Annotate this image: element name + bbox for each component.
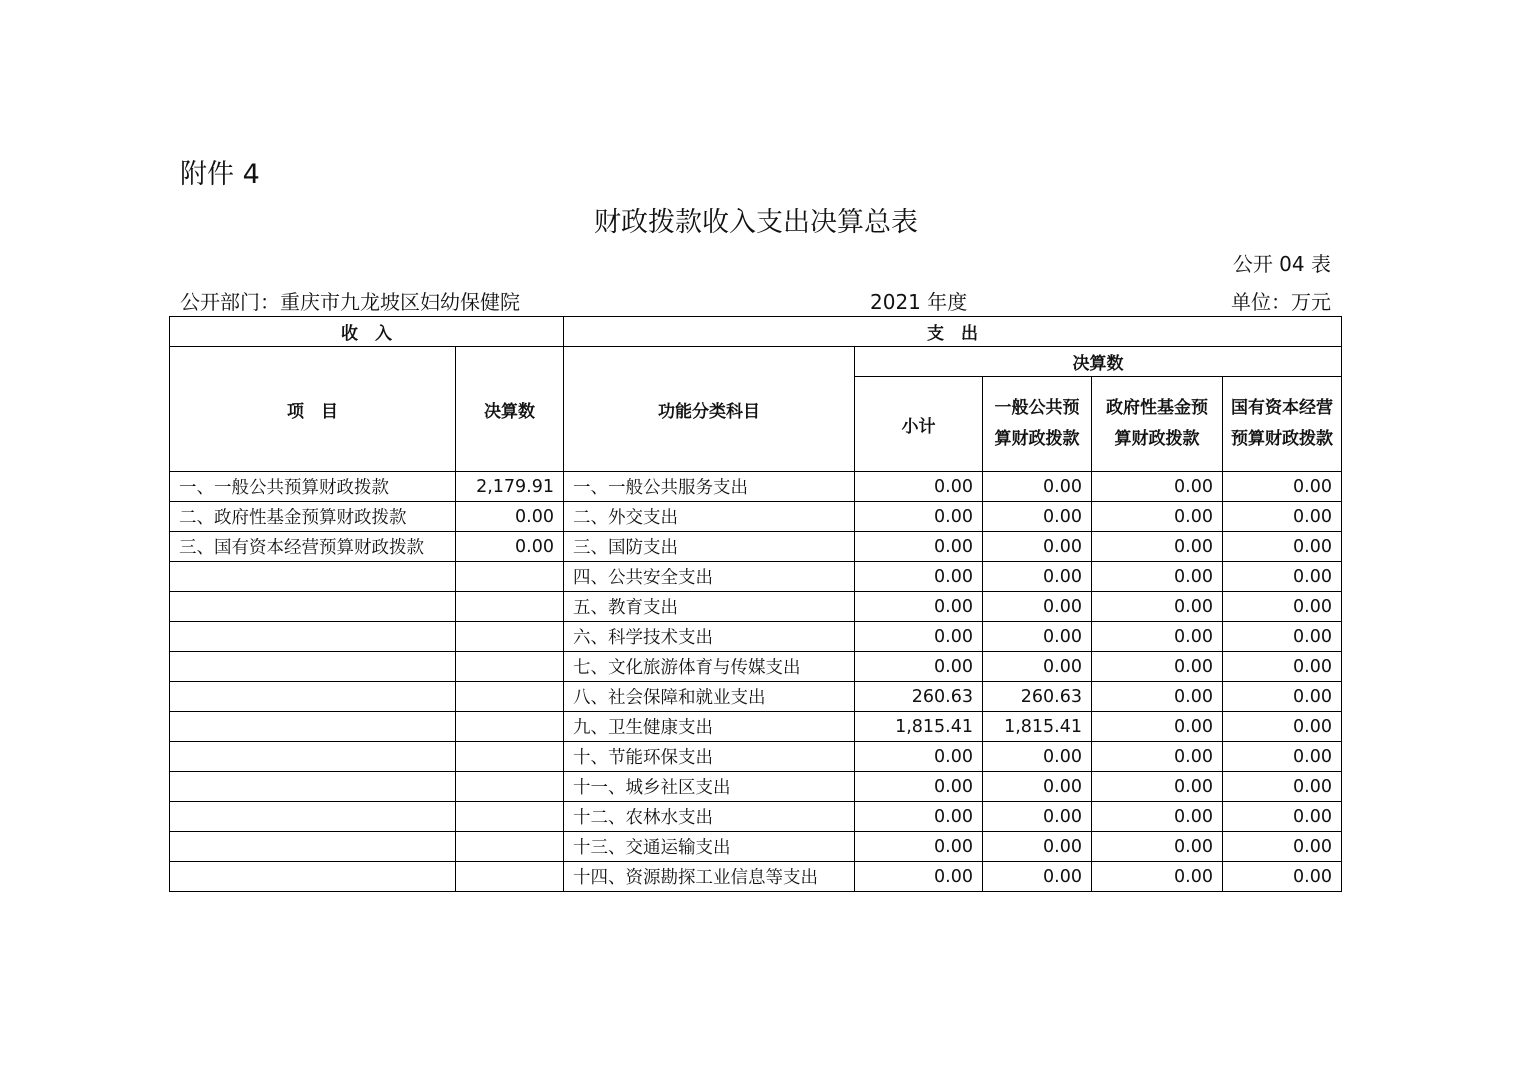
income-item: [170, 682, 456, 712]
income-amount: [456, 862, 564, 892]
table-row: [170, 592, 1342, 622]
function-category: 十二、农林水支出: [564, 802, 855, 832]
income-item: 一、一般公共预算财政拨款: [170, 472, 456, 502]
income-amount: 0.00: [456, 502, 564, 532]
income-amount: [456, 712, 564, 742]
department-label: 公开部门：重庆市九龙坡区妇幼保健院: [180, 290, 520, 314]
state-capital-value: 0.00: [1223, 712, 1342, 742]
income-amount: [456, 592, 564, 622]
subtotal-value: 0.00: [855, 652, 983, 682]
income-item: [170, 742, 456, 772]
state-capital-value: 0.00: [1223, 532, 1342, 562]
gov-fund-value: 0.00: [1092, 562, 1223, 592]
income-amount: [456, 652, 564, 682]
state-capital-value: 0.00: [1223, 802, 1342, 832]
general-budget-value: 0.00: [983, 622, 1092, 652]
income-amount-header: 决算数: [456, 347, 564, 472]
function-category-header: 功能分类科目: [564, 347, 855, 472]
income-item: 三、国有资本经营预算财政拨款: [170, 532, 456, 562]
gov-fund-value: 0.00: [1092, 472, 1223, 502]
income-item: [170, 862, 456, 892]
general-budget-value: 0.00: [983, 802, 1092, 832]
income-amount: [456, 682, 564, 712]
table-row: [170, 682, 1342, 712]
general-budget-value: 0.00: [983, 652, 1092, 682]
subtotal-value: 0.00: [855, 862, 983, 892]
general-budget-value: 0.00: [983, 592, 1092, 622]
table-row: [170, 532, 1342, 562]
gov-fund-value: 0.00: [1092, 652, 1223, 682]
unit-label: 单位：万元: [1231, 290, 1331, 314]
function-category: 三、国防支出: [564, 532, 855, 562]
general-budget-header: 一般公共预算财政拨款: [983, 377, 1092, 472]
income-amount: [456, 562, 564, 592]
income-amount: [456, 742, 564, 772]
general-budget-value: 0.00: [983, 772, 1092, 802]
function-category: 十三、交通运输支出: [564, 832, 855, 862]
subtotal-value: 0.00: [855, 802, 983, 832]
income-item: [170, 772, 456, 802]
state-capital-value: 0.00: [1223, 622, 1342, 652]
function-category: 九、卫生健康支出: [564, 712, 855, 742]
table-row: [170, 622, 1342, 652]
subtotal-value: 0.00: [855, 532, 983, 562]
subtotal-value: 0.00: [855, 472, 983, 502]
general-budget-value: 0.00: [983, 502, 1092, 532]
function-category: 十、节能环保支出: [564, 742, 855, 772]
table-row: [170, 562, 1342, 592]
fiscal-summary-table: [169, 316, 1342, 892]
function-category: 八、社会保障和就业支出: [564, 682, 855, 712]
gov-fund-header: 政府性基金预算财政拨款: [1092, 377, 1223, 472]
function-category: 七、文化旅游体育与传媒支出: [564, 652, 855, 682]
state-capital-value: 0.00: [1223, 592, 1342, 622]
income-item: [170, 652, 456, 682]
subtotal-value: 0.00: [855, 742, 983, 772]
general-budget-value: 0.00: [983, 532, 1092, 562]
table-row: [170, 712, 1342, 742]
table-row: [170, 742, 1342, 772]
gov-fund-value: 0.00: [1092, 502, 1223, 532]
table-row: [170, 802, 1342, 832]
expenditure-header: 支 出: [564, 317, 1342, 347]
general-budget-value: 0.00: [983, 562, 1092, 592]
subtotal-value: 0.00: [855, 832, 983, 862]
income-header: 收 入: [170, 317, 564, 347]
general-budget-value: 0.00: [983, 472, 1092, 502]
gov-fund-value: 0.00: [1092, 532, 1223, 562]
function-category: 四、公共安全支出: [564, 562, 855, 592]
form-number: 公开 04 表: [1232, 252, 1331, 276]
income-item: [170, 562, 456, 592]
table-row: [170, 832, 1342, 862]
income-amount: [456, 832, 564, 862]
general-budget-value: 0.00: [983, 862, 1092, 892]
gov-fund-value: 0.00: [1092, 832, 1223, 862]
general-budget-value: 260.63: [983, 682, 1092, 712]
income-item: [170, 802, 456, 832]
gov-fund-value: 0.00: [1092, 742, 1223, 772]
gov-fund-value: 0.00: [1092, 592, 1223, 622]
function-category: 十一、城乡社区支出: [564, 772, 855, 802]
function-category: 一、一般公共服务支出: [564, 472, 855, 502]
attachment-label: 附件 4: [180, 159, 260, 190]
general-budget-value: 1,815.41: [983, 712, 1092, 742]
income-amount: [456, 622, 564, 652]
general-budget-value: 0.00: [983, 832, 1092, 862]
state-capital-value: 0.00: [1223, 772, 1342, 802]
subtotal-value: 0.00: [855, 592, 983, 622]
gov-fund-value: 0.00: [1092, 862, 1223, 892]
table-row: [170, 772, 1342, 802]
subtotal-value: 0.00: [855, 622, 983, 652]
income-item: 二、政府性基金预算财政拨款: [170, 502, 456, 532]
income-amount: 0.00: [456, 532, 564, 562]
income-amount: [456, 802, 564, 832]
fiscal-year: 2021 年度: [870, 290, 968, 314]
gov-fund-value: 0.00: [1092, 622, 1223, 652]
subtotal-value: 0.00: [855, 562, 983, 592]
state-capital-value: 0.00: [1223, 502, 1342, 532]
gov-fund-value: 0.00: [1092, 712, 1223, 742]
page-title: 财政拨款收入支出决算总表: [594, 207, 918, 238]
table-row: [170, 472, 1342, 502]
table-row: [170, 862, 1342, 892]
subtotal-value: 0.00: [855, 772, 983, 802]
state-capital-header: 国有资本经营预算财政拨款: [1223, 377, 1342, 472]
state-capital-value: 0.00: [1223, 562, 1342, 592]
state-capital-value: 0.00: [1223, 862, 1342, 892]
income-item: [170, 622, 456, 652]
function-category: 十四、资源勘探工业信息等支出: [564, 862, 855, 892]
subtotal-value: 0.00: [855, 502, 983, 532]
table-row: [170, 502, 1342, 532]
final-amount-header: 决算数: [855, 347, 1342, 377]
subtotal-header: 小计: [855, 377, 983, 472]
gov-fund-value: 0.00: [1092, 772, 1223, 802]
table-row: [170, 652, 1342, 682]
state-capital-value: 0.00: [1223, 472, 1342, 502]
state-capital-value: 0.00: [1223, 652, 1342, 682]
function-category: 二、外交支出: [564, 502, 855, 532]
function-category: 六、科学技术支出: [564, 622, 855, 652]
income-item: [170, 592, 456, 622]
subtotal-value: 1,815.41: [855, 712, 983, 742]
state-capital-value: 0.00: [1223, 682, 1342, 712]
general-budget-value: 0.00: [983, 742, 1092, 772]
subtotal-value: 260.63: [855, 682, 983, 712]
gov-fund-value: 0.00: [1092, 802, 1223, 832]
income-item: [170, 832, 456, 862]
income-amount: [456, 772, 564, 802]
function-category: 五、教育支出: [564, 592, 855, 622]
item-header: 项 目: [170, 347, 456, 472]
income-item: [170, 712, 456, 742]
state-capital-value: 0.00: [1223, 742, 1342, 772]
state-capital-value: 0.00: [1223, 832, 1342, 862]
income-amount: 2,179.91: [456, 472, 564, 502]
gov-fund-value: 0.00: [1092, 682, 1223, 712]
